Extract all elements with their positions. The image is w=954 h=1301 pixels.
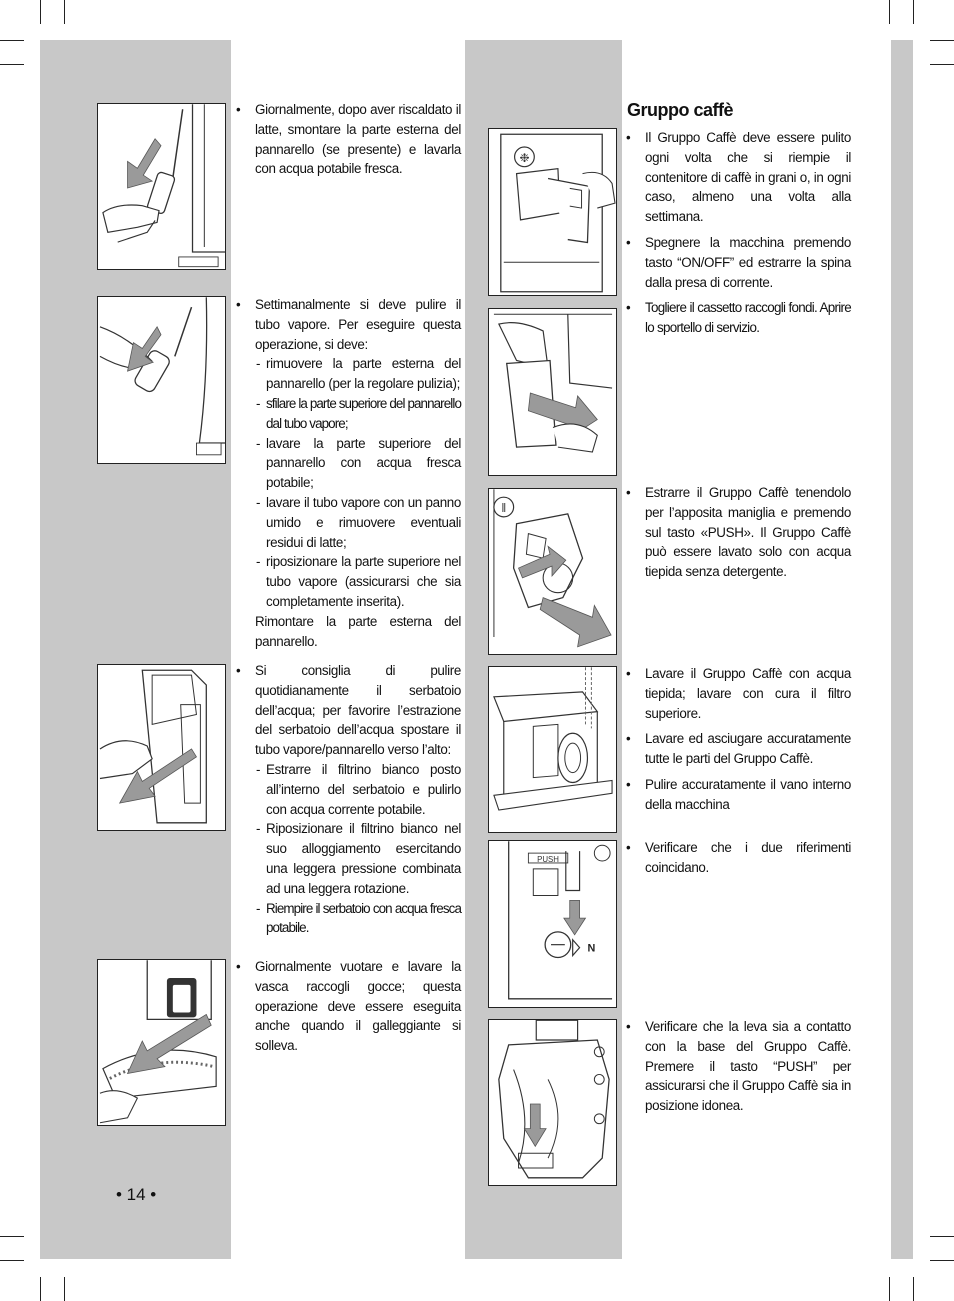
figure-lever-contact <box>488 1019 617 1186</box>
bullet-intro: Si consiglia di pulire quotidianamente il serbatoio dell’acqua; per favorire l’estrazione del serbatoio dell’acqua spostare il tubo vapore/pannarello verso l’alto: <box>255 663 461 758</box>
push-label: PUSH <box>537 854 559 864</box>
bullet-text: • Giornalmente vuotare e lavare la vasca raccogli gocce; questa operazione deve essere eseguita anche quando il galleggiante si solleva. <box>234 957 461 1056</box>
figure-extract-brew-group <box>488 488 617 655</box>
figure-wash-brew-group <box>488 666 617 833</box>
step-list <box>255 760 461 938</box>
figure-drip-tray <box>97 959 226 1126</box>
list-item: - riposizionare la parte superiore nel tubo vapore (assicurarsi che sia completamente inserita). <box>255 552 461 611</box>
figure-grounds-drawer <box>488 308 617 476</box>
list-item: - Riempire il serbatoio con acqua fresca potabile. <box>255 899 461 939</box>
bullet-text: • Estrarre il Gruppo Caffè tenendolo per l’apposita maniglia e premendo sul tasto «PUSH». Il Gruppo Caffè può essere lavato solo con acqua tiepida senza detergente. <box>624 483 851 582</box>
bullet-text: • Lavare il Gruppo Caffè con acqua tiepida; lavare con cura il filtro superiore. <box>624 664 851 723</box>
svg-text:❉: ❉ <box>519 150 530 165</box>
right-block-3 <box>624 664 851 815</box>
left-block-3 <box>234 661 461 938</box>
right-block-4 <box>624 838 851 878</box>
figure-steam-tube <box>97 296 226 464</box>
arrow-icon <box>564 900 586 934</box>
list-item: - rimuovere la parte esterna del pannarello (per la regolare pulizia); <box>255 354 461 394</box>
bullet-text: • Giornalmente, dopo aver riscaldato il latte, smontare la parte esterna del pannarello (se presente) e lavarla con acqua potabile fresca. <box>234 100 461 179</box>
bullet-intro: Settimanalmente si deve pulire il tubo vapore. Per eseguire questa operazione, si deve: <box>255 297 461 352</box>
list-item: - lavare il tubo vapore con un panno umido e rimuovere eventuali residui di latte; <box>255 493 461 552</box>
list-item: - Estrarre il filtrino bianco posto all’interno del serbatoio e pulirlo con acqua corrente potabile. <box>255 760 461 819</box>
page-number: • 14 • <box>116 1185 157 1204</box>
bullet-text: • Verificare che la leva sia a contatto con la base del Gruppo Caffè. Premere il tasto “PUSH” per assicurarsi che il Gruppo Caffè sia in posizione idonea. <box>624 1017 851 1116</box>
closing-text: Rimontare la parte esterna del pannarello. <box>255 613 461 649</box>
bullet-text: • Il Gruppo Caffè deve essere pulito ogni volta che si riempie il contenitore di caffè in grani o, in ogni caso, almeno una volta alla settimana. <box>624 128 851 227</box>
figure-machine-open <box>488 128 617 296</box>
arrow-icon <box>540 598 611 647</box>
right-block-1 <box>624 128 851 338</box>
right-block-5 <box>624 1017 851 1116</box>
step-list <box>255 354 461 611</box>
gray-band-right <box>891 40 913 1259</box>
bullet-text <box>234 295 461 651</box>
bullet-text: • Togliere il cassetto raccogli fondi. Aprire lo sportello di servizio. <box>624 298 851 338</box>
figure-reference-marks <box>488 840 617 1008</box>
bullet-text: • Pulire accuratamente il vano interno della macchina <box>624 775 851 815</box>
section-title: Gruppo caffè <box>627 100 734 120</box>
list-item: - sfilare la parte superiore del pannarello dal tubo vapore; <box>255 394 461 434</box>
bullet-text: • Verificare che i due riferimenti coincidano. <box>624 838 851 878</box>
list-item: - lavare la parte superiore del pannarello con acqua fresca potabile; <box>255 434 461 493</box>
left-block-2 <box>234 295 461 651</box>
left-block-4 <box>234 957 461 1056</box>
figure-remove-pannarello <box>97 103 226 270</box>
bullet-text: • Lavare ed asciugare accuratamente tutte le parti del Gruppo Caffè. <box>624 729 851 769</box>
svg-text:‖: ‖ <box>501 500 507 515</box>
bullet-text <box>234 661 461 938</box>
n-label: N <box>587 942 596 955</box>
left-block-1 <box>234 100 461 179</box>
list-item: - Riposizionare il filtrino bianco nel suo alloggiamento esercitando una leggera pressione combinata ad una leggera rotazione. <box>255 819 461 898</box>
bullet-text: • Spegnere la macchina premendo tasto “ON/OFF” ed estrarre la spina dalla presa di corrente. <box>624 233 851 292</box>
figure-water-tank <box>97 664 226 831</box>
right-block-2 <box>624 483 851 582</box>
